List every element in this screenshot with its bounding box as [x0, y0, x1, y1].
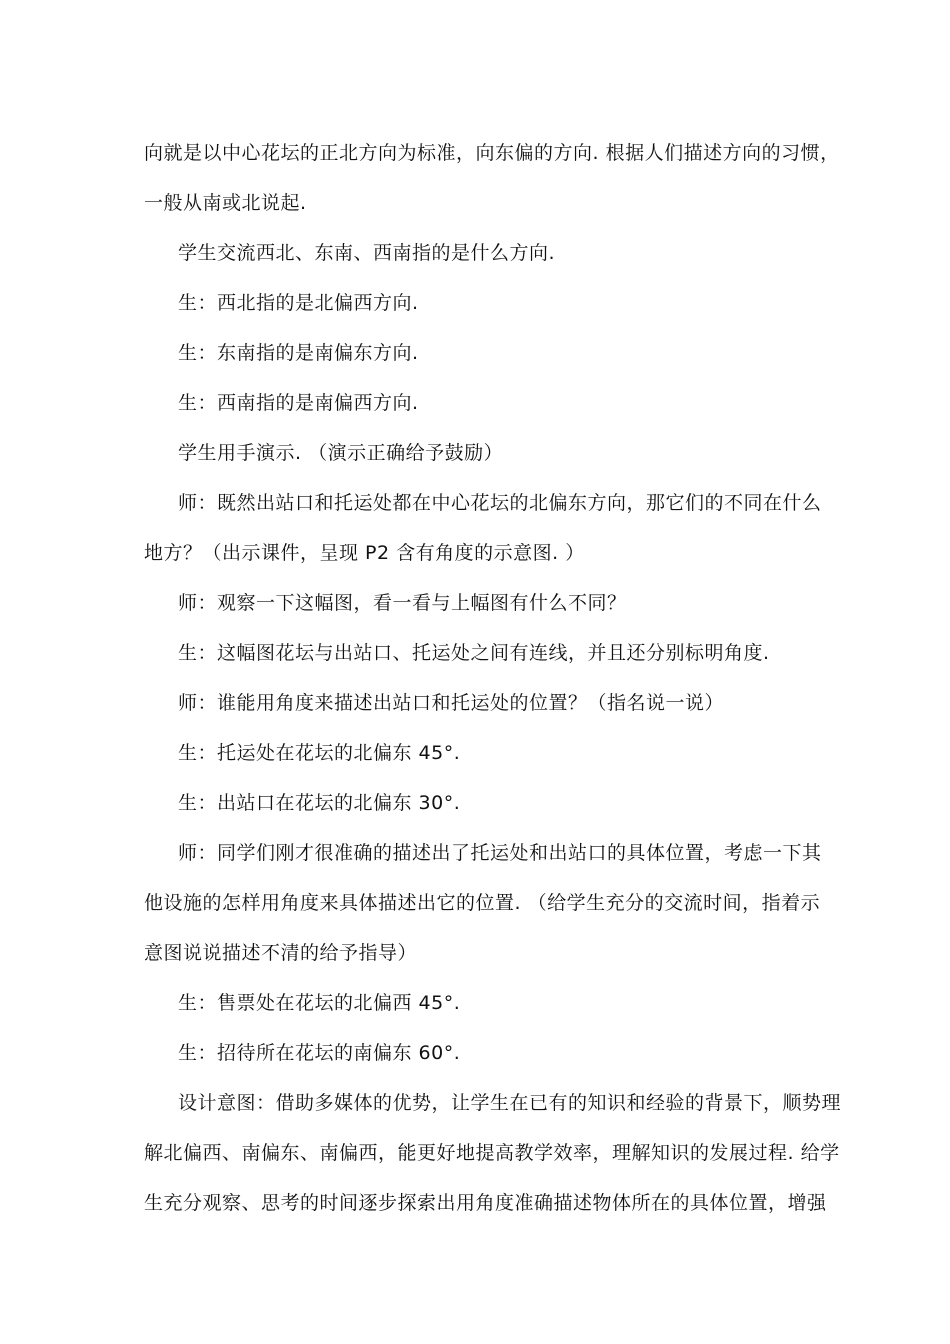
text-line: 生：招待所在花坛的南偏东 60°.: [178, 1042, 461, 1064]
text-line: 生：托运处在花坛的北偏东 45°.: [178, 742, 461, 764]
text-line: 生：这幅图花坛与出站口、托运处之间有连线，并且还分别标明角度.: [178, 642, 770, 664]
text-line: 师：谁能用角度来描述出站口和托运处的位置？（指名说一说）: [178, 692, 725, 714]
text-line: 生：东南指的是南偏东方向.: [178, 342, 419, 364]
text-line: 师：既然出站口和托运处都在中心花坛的北偏东方向，那它们的不同在什么: [178, 492, 822, 514]
text-line: 向就是以中心花坛的正北方向为标准，向东偏的方向. 根据人们描述方向的习惯，: [144, 142, 840, 164]
text-line: 意图说说描述不清的给予指导）: [144, 942, 418, 964]
text-line: 地方？（出示课件，呈现 P2 含有角度的示意图. ）: [144, 542, 585, 564]
text-line: 生：西北指的是北偏西方向.: [178, 292, 419, 314]
text-line: 解北偏西、南偏东、南偏西，能更好地提高教学效率，理解知识的发展过程. 给学: [144, 1142, 840, 1164]
text-line: 生：出站口在花坛的北偏东 30°.: [178, 792, 461, 814]
text-line: 学生交流西北、东南、西南指的是什么方向.: [178, 242, 556, 264]
text-line: 师：同学们刚才很准确的描述出了托运处和出站口的具体位置，考虑一下其: [178, 842, 822, 864]
text-line: 生：西南指的是南偏西方向.: [178, 392, 419, 414]
text-line: 设计意图：借助多媒体的优势，让学生在已有的知识和经验的背景下，顺势理: [178, 1092, 842, 1114]
text-line: 生充分观察、思考的时间逐步探索出用角度准确描述物体所在的具体位置，增强: [144, 1192, 827, 1214]
text-line: 学生用手演示. （演示正确给予鼓励）: [178, 442, 504, 464]
text-line: 他设施的怎样用角度来具体描述出它的位置. （给学生充分的交流时间，指着示: [144, 892, 821, 914]
text-line: 师：观察一下这幅图，看一看与上幅图有什么不同？: [178, 592, 627, 614]
text-line: 一般从南或北说起.: [144, 192, 307, 214]
text-line: 生：售票处在花坛的北偏西 45°.: [178, 992, 461, 1014]
